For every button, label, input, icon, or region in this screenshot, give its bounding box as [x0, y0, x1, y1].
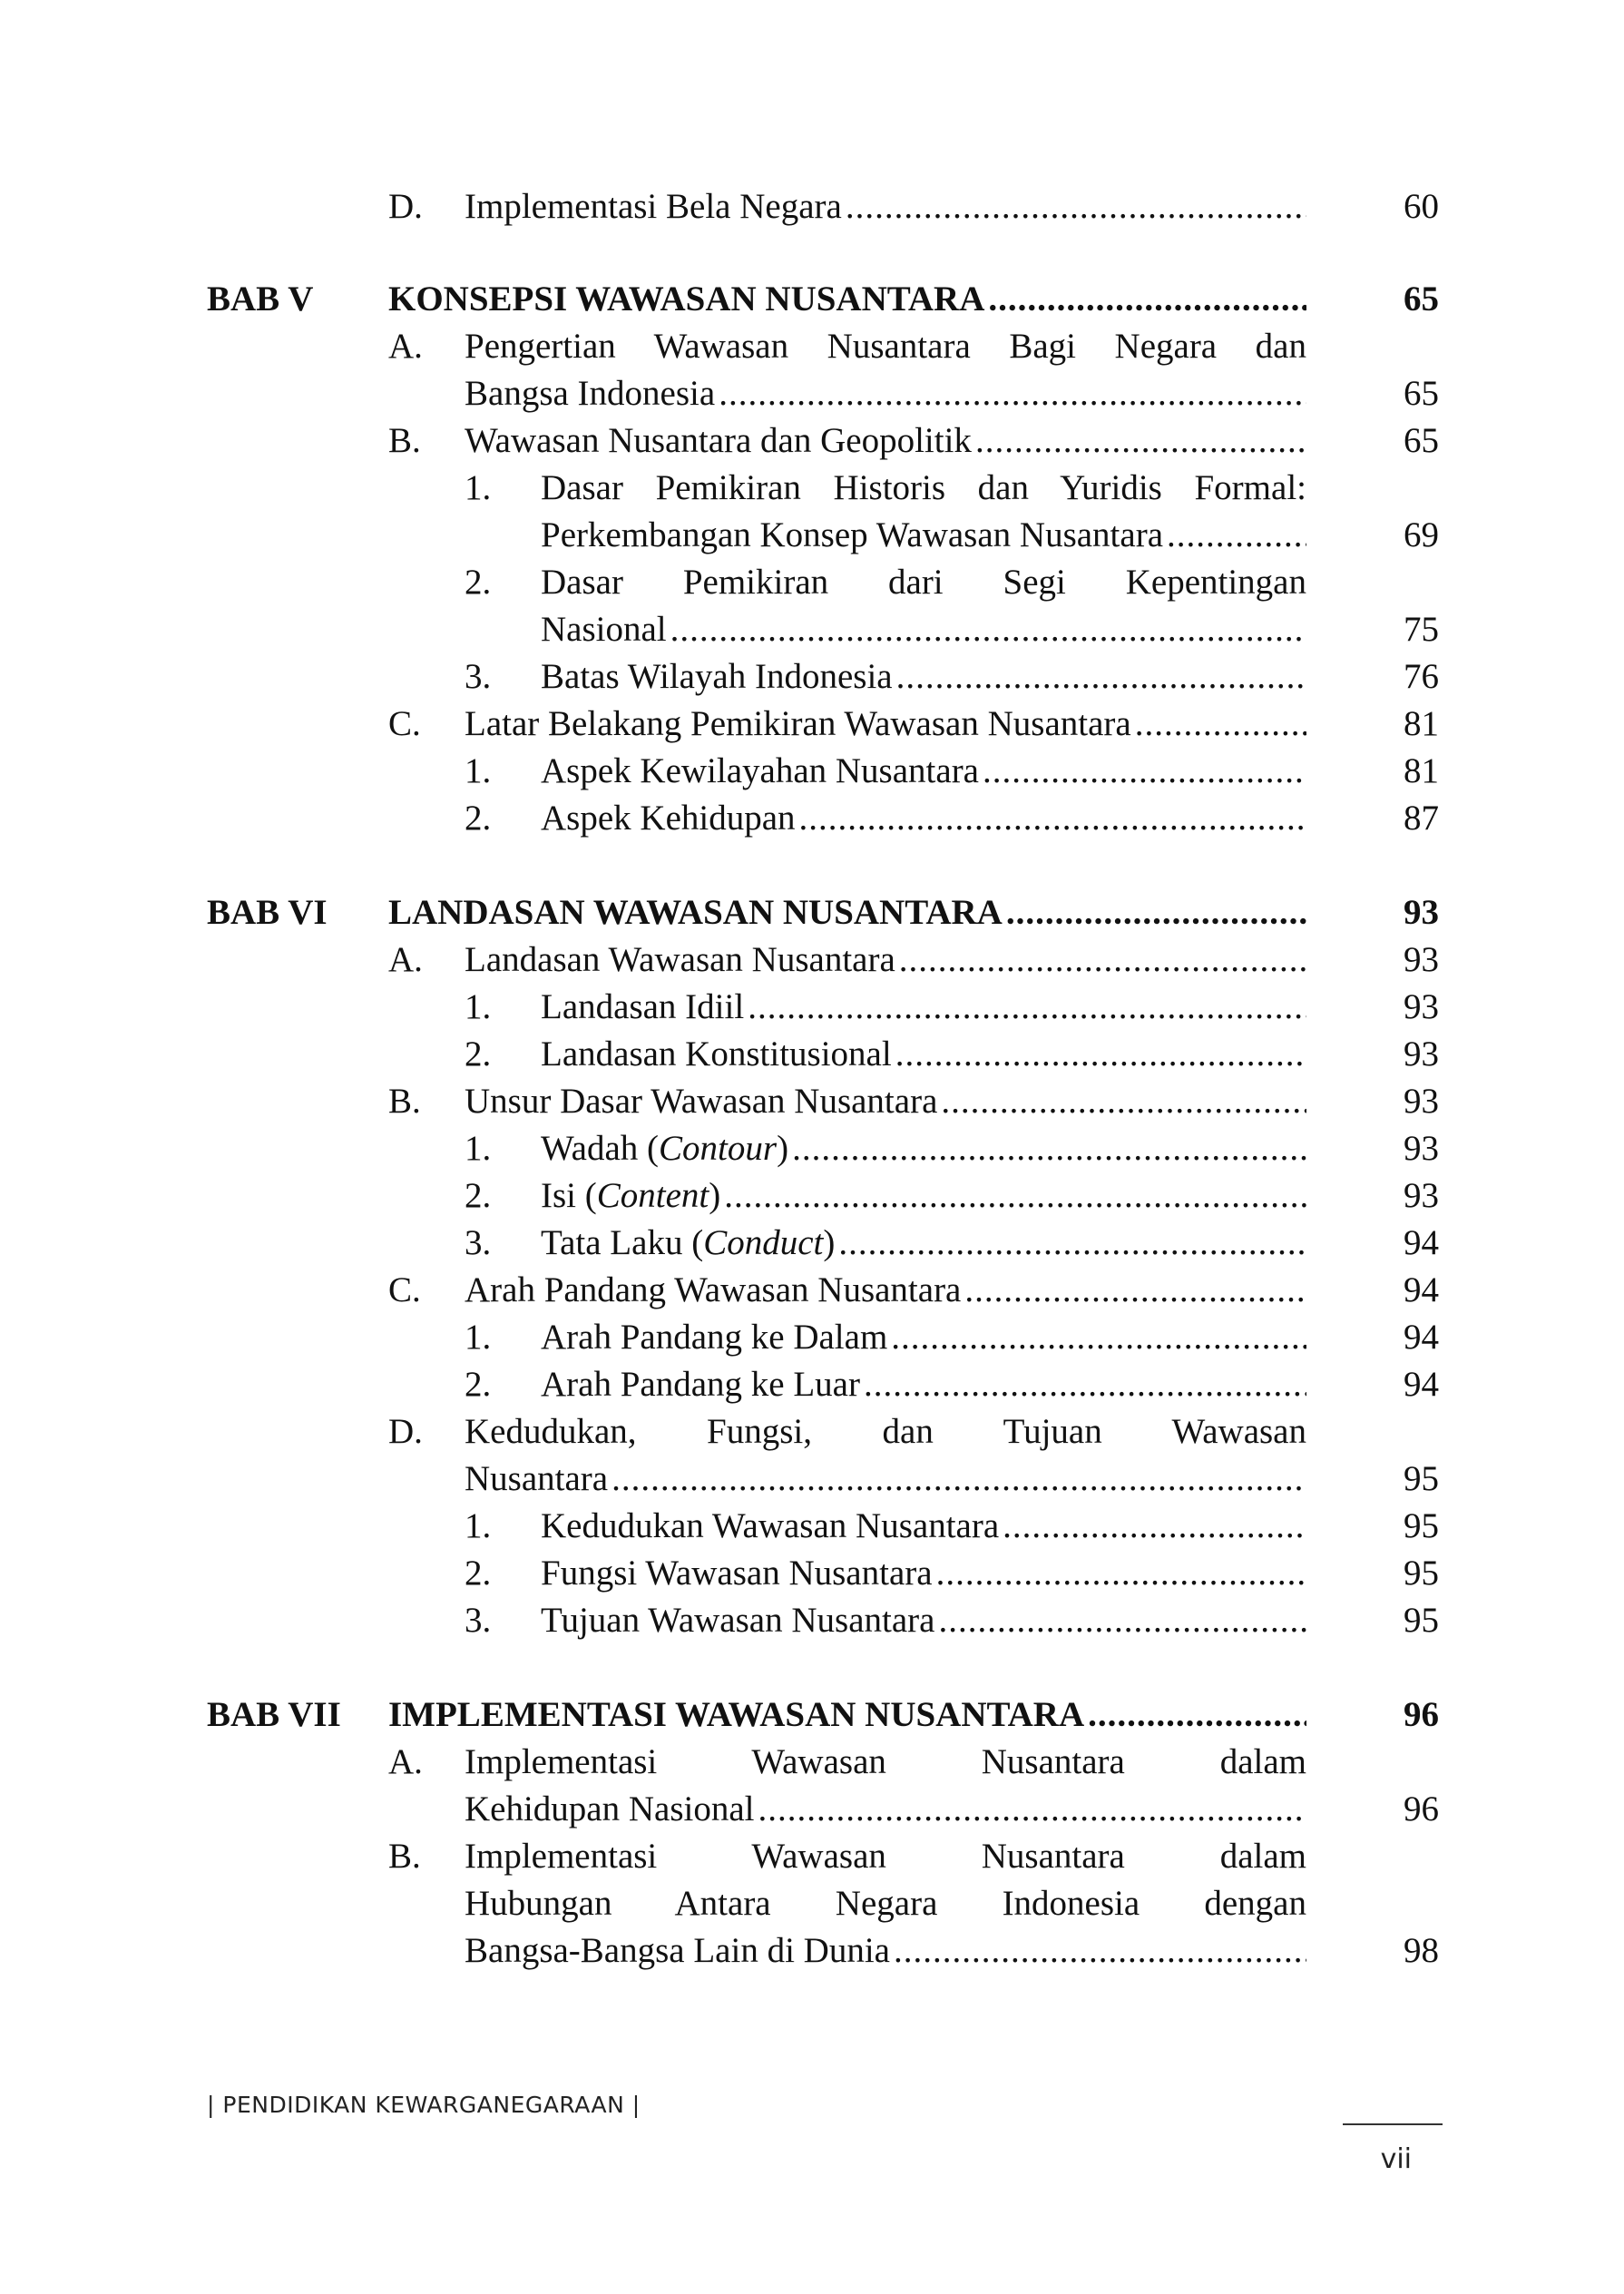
entry-marker: C.: [388, 704, 421, 743]
footer-rule: [1343, 2123, 1443, 2125]
entry-title: Arah Pandang Wawasan Nusantara: [465, 1270, 962, 1309]
entry-marker: 1.: [465, 1318, 492, 1357]
entry-page: 94: [1404, 1365, 1439, 1404]
entry-page: 93: [1404, 893, 1439, 932]
entry-marker: B.: [388, 1082, 421, 1121]
entry-leader: [465, 1927, 1306, 1975]
entry-leader: [541, 795, 1306, 842]
toc-entry-cont: [0, 1880, 1624, 1927]
toc-entry: [0, 1739, 1624, 1786]
entry-marker: 2.: [465, 799, 492, 838]
entry-leader: [388, 1691, 1306, 1739]
entry-page: 93: [1404, 940, 1439, 979]
toc-entry-cont: [0, 1456, 1624, 1503]
entry-leader: [541, 1361, 1306, 1408]
toc-subentry: [0, 653, 1624, 701]
entry-marker: 3.: [465, 657, 492, 696]
entry-leader: [541, 1597, 1306, 1644]
footer-page-number: vii: [1380, 2143, 1412, 2175]
entry-page: 65: [1404, 279, 1439, 319]
entry-leader: [541, 1031, 1306, 1078]
entry-title: Batas Wilayah Indonesia: [541, 657, 893, 696]
entry-title: Aspek Kewilayahan Nusantara: [541, 751, 979, 790]
entry-page: 75: [1404, 610, 1439, 649]
entry-title: Nusantara: [465, 1459, 609, 1498]
entry-title: Arah Pandang ke Dalam: [541, 1318, 888, 1357]
toc-subentry: [0, 559, 1624, 606]
toc-subentry: [0, 984, 1624, 1031]
entry-leader: [541, 653, 1306, 701]
entry-leader: [541, 1503, 1306, 1550]
entry-title-line1: Implementasi Wawasan Nusantara dalam: [465, 1742, 1306, 1781]
toc-entry: [0, 1408, 1624, 1456]
chapter-title: LANDASAN WAWASAN NUSANTARA: [388, 893, 1003, 932]
toc-entry-cont: [0, 1786, 1624, 1833]
entry-title: Latar Belakang Pemikiran Wawasan Nusantara: [465, 704, 1131, 743]
entry-title: Landasan Konstitusional: [541, 1034, 892, 1073]
entry-marker: 2.: [465, 1176, 492, 1215]
footer-book-title: | PENDIDIKAN KEWARGANEGARAAN |: [207, 2092, 641, 2118]
toc-entry: [0, 417, 1624, 465]
entry-marker: 2.: [465, 1034, 492, 1073]
entry-leader: [541, 748, 1306, 795]
entry-page: 95: [1404, 1554, 1439, 1593]
entry-page: 87: [1404, 799, 1439, 838]
entry-leader: [465, 1078, 1306, 1125]
chapter-entry: [0, 1691, 1624, 1739]
entry-title: Landasan Wawasan Nusantara: [465, 940, 895, 979]
toc-entry: [0, 936, 1624, 984]
entry-title: Bangsa Indonesia: [465, 374, 716, 413]
entry-title: Landasan Idiil: [541, 987, 745, 1026]
toc-subentry: [0, 465, 1624, 512]
chapter-entry: [0, 889, 1624, 936]
entry-leader: [465, 183, 1306, 230]
chapter-entry: [0, 276, 1624, 323]
chapter-label: BAB VII: [207, 1695, 341, 1734]
entry-leader: [465, 370, 1306, 417]
chapter-label: BAB V: [207, 279, 314, 319]
toc-entry-cont: [0, 370, 1624, 417]
entry-leader: [465, 936, 1306, 984]
entry-leader: [541, 1172, 1306, 1220]
entry-title: Bangsa-Bangsa Lain di Dunia: [465, 1931, 890, 1970]
entry-page: 65: [1404, 421, 1439, 460]
entry-marker: 3.: [465, 1601, 492, 1640]
entry-title-line1: Implementasi Wawasan Nusantara dalam: [465, 1837, 1306, 1876]
entry-page: 81: [1404, 704, 1439, 743]
entry-title: Arah Pandang ke Luar: [541, 1365, 860, 1404]
entry-marker: A.: [388, 940, 423, 979]
entry-leader: [541, 512, 1306, 559]
entry-leader: [388, 276, 1306, 323]
entry-title: Implementasi Bela Negara: [465, 187, 842, 226]
entry-title: Aspek Kehidupan: [541, 799, 796, 838]
entry-title: Isi (Content): [541, 1176, 721, 1215]
entry-page: 94: [1404, 1223, 1439, 1262]
entry-page: 96: [1404, 1789, 1439, 1828]
entry-leader: [541, 984, 1306, 1031]
toc-subentry: [0, 1597, 1624, 1644]
entry-leader: [465, 417, 1306, 465]
entry-title: Unsur Dasar Wawasan Nusantara: [465, 1082, 938, 1121]
chapter-label: BAB VI: [207, 893, 328, 932]
entry-leader: [541, 1314, 1306, 1361]
entry-page: 95: [1404, 1601, 1439, 1640]
entry-title: Tujuan Wawasan Nusantara: [541, 1601, 935, 1640]
entry-page: 65: [1404, 374, 1439, 413]
toc-subentry: [0, 748, 1624, 795]
entry-marker: 1.: [465, 1506, 492, 1545]
entry-marker: D.: [388, 1412, 423, 1451]
entry-page: 93: [1404, 1129, 1439, 1168]
entry-title: Tata Laku (Conduct): [541, 1223, 836, 1262]
entry-marker: 2.: [465, 563, 492, 602]
toc-entry: [0, 701, 1624, 748]
toc-entry: [0, 1833, 1624, 1880]
chapter-title: KONSEPSI WAWASAN NUSANTARA: [388, 279, 985, 319]
entry-title: Wadah (Contour): [541, 1129, 789, 1168]
entry-leader: [465, 1456, 1306, 1503]
entry-title-line1: Pengertian Wawasan Nusantara Bagi Negara dan: [465, 327, 1306, 366]
entry-leader: [465, 1267, 1306, 1314]
toc-subentry: [0, 795, 1624, 842]
entry-marker: 1.: [465, 987, 492, 1026]
entry-page: 81: [1404, 751, 1439, 790]
entry-page: 69: [1404, 515, 1439, 554]
entry-marker: A.: [388, 1742, 423, 1781]
entry-page: 98: [1404, 1931, 1439, 1970]
entry-title-line1: Kedudukan, Fungsi, dan Tujuan Wawasan: [465, 1412, 1306, 1451]
entry-leader: [541, 1125, 1306, 1172]
entry-title-line1: Dasar Pemikiran dari Segi Kepentingan: [541, 563, 1306, 602]
entry-title: Perkembangan Konsep Wawasan Nusantara: [541, 515, 1164, 554]
entry-marker: A.: [388, 327, 423, 366]
entry-marker: 1.: [465, 1129, 492, 1168]
entry-page: 93: [1404, 1176, 1439, 1215]
toc-subentry: [0, 1550, 1624, 1597]
entry-title: Kedudukan Wawasan Nusantara: [541, 1506, 1000, 1545]
entry-marker: 2.: [465, 1554, 492, 1593]
toc-subentry-cont: [0, 512, 1624, 559]
entry-page: 94: [1404, 1270, 1439, 1309]
entry-page: 95: [1404, 1506, 1439, 1545]
entry-title: Kehidupan Nasional: [465, 1789, 755, 1828]
entry-title-line2: Hubungan Antara Negara Indonesia dengan: [465, 1884, 1306, 1923]
entry-page: 93: [1404, 1034, 1439, 1073]
entry-marker: 1.: [465, 468, 492, 507]
entry-title-line1: Dasar Pemikiran Historis dan Yuridis Formal:: [541, 468, 1306, 507]
entry-leader: [388, 889, 1306, 936]
entry-leader: [465, 701, 1306, 748]
toc-subentry: [0, 1172, 1624, 1220]
entry-leader: [541, 1220, 1306, 1267]
chapter-title: IMPLEMENTASI WAWASAN NUSANTARA: [388, 1695, 1085, 1734]
toc-subentry: [0, 1031, 1624, 1078]
entry-page: 94: [1404, 1318, 1439, 1357]
entry-marker: 2.: [465, 1365, 492, 1404]
toc-subentry: [0, 1220, 1624, 1267]
toc-subentry: [0, 1125, 1624, 1172]
entry-marker: B.: [388, 421, 421, 460]
entry-title: Fungsi Wawasan Nusantara: [541, 1554, 933, 1593]
entry-leader: [541, 606, 1306, 653]
toc-subentry: [0, 1361, 1624, 1408]
entry-marker: C.: [388, 1270, 421, 1309]
toc-entry: [0, 1267, 1624, 1314]
entry-title: Wawasan Nusantara dan Geopolitik: [465, 421, 972, 460]
toc-subentry: [0, 1314, 1624, 1361]
entry-page: 96: [1404, 1695, 1439, 1734]
entry-page: 95: [1404, 1459, 1439, 1498]
toc-entry: [0, 183, 1624, 230]
entry-leader: [465, 1786, 1306, 1833]
toc-entry-cont: [0, 1927, 1624, 1975]
toc-subentry: [0, 1503, 1624, 1550]
entry-page: 93: [1404, 1082, 1439, 1121]
toc-subentry-cont: [0, 606, 1624, 653]
entry-marker: 3.: [465, 1223, 492, 1262]
toc-entry: [0, 323, 1624, 370]
entry-page: 60: [1404, 187, 1439, 226]
toc-entry: [0, 1078, 1624, 1125]
entry-marker: 1.: [465, 751, 492, 790]
entry-marker: D.: [388, 187, 423, 226]
entry-leader: [541, 1550, 1306, 1597]
entry-title: Nasional: [541, 610, 667, 649]
entry-page: 76: [1404, 657, 1439, 696]
entry-page: 93: [1404, 987, 1439, 1026]
entry-marker: B.: [388, 1837, 421, 1876]
